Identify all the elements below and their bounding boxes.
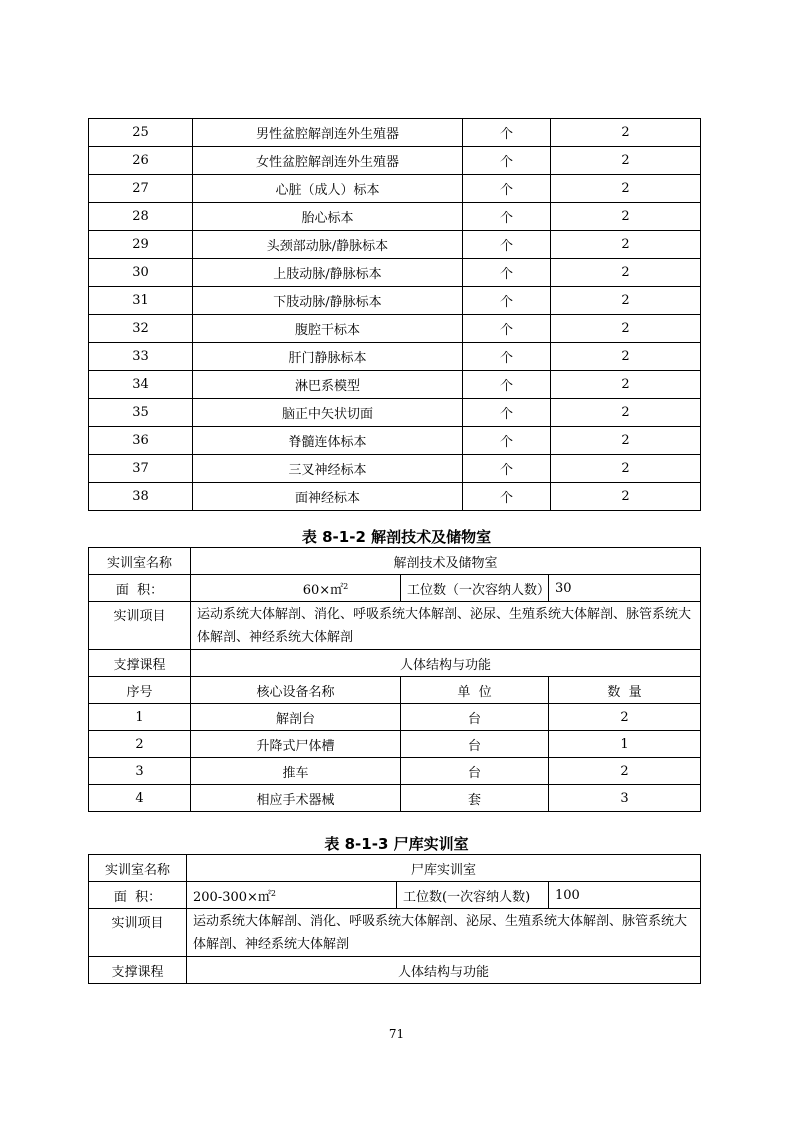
- row-number: 1: [89, 704, 191, 731]
- item-quantity: 2: [551, 147, 701, 175]
- item-quantity: 2: [551, 455, 701, 483]
- area-label-3: 面 积：: [89, 882, 187, 909]
- row-number: 34: [89, 371, 193, 399]
- table-row: [89, 259, 701, 287]
- item-name: 三叉神经标本: [193, 455, 463, 483]
- row-number: 3: [89, 758, 191, 785]
- area-value: 60×㎡$^2$: [191, 575, 401, 602]
- item-unit: 个: [463, 427, 551, 455]
- header-unit: 单 位: [401, 677, 549, 704]
- capacity-label: 工位数（一次容纳人数）: [401, 575, 549, 602]
- row-number: 35: [89, 399, 193, 427]
- row-number: 2: [89, 731, 191, 758]
- item-quantity: 2: [551, 203, 701, 231]
- item-quantity: 2: [551, 399, 701, 427]
- equipment-name: 解剖台: [191, 704, 401, 731]
- header-name: 核心设备名称: [191, 677, 401, 704]
- item-quantity: 2: [551, 315, 701, 343]
- row-number: 36: [89, 427, 193, 455]
- item-name: 胎心标本: [193, 203, 463, 231]
- table-row: [89, 427, 701, 455]
- row-number: 37: [89, 455, 193, 483]
- item-name: 男性盆腔解剖连外生殖器: [193, 119, 463, 147]
- equipment-unit: 套: [401, 785, 549, 812]
- area-label: 面 积：: [89, 575, 191, 602]
- item-name: 头颈部动脉/静脉标本: [193, 231, 463, 259]
- item-quantity: 2: [551, 175, 701, 203]
- item-quantity: 2: [551, 119, 701, 147]
- course-label: 支撑课程: [89, 650, 191, 677]
- project-label: 实训项目: [89, 602, 191, 650]
- equipment-unit: 台: [401, 704, 549, 731]
- item-unit: 个: [463, 203, 551, 231]
- item-unit: 个: [463, 399, 551, 427]
- table-8-1-2-caption: 表 8-1-2 解剖技术及储物室: [301, 528, 492, 546]
- item-name: 肝门静脉标本: [193, 343, 463, 371]
- row-number: 38: [89, 483, 193, 511]
- table-row: [89, 704, 701, 731]
- room-name-value-3: 尸库实训室: [187, 855, 701, 882]
- equipment-quantity: 2: [549, 758, 701, 785]
- item-unit: 个: [463, 231, 551, 259]
- item-unit: 个: [463, 371, 551, 399]
- item-quantity: 2: [551, 231, 701, 259]
- equipment-table-continued: [88, 118, 701, 511]
- item-unit: 个: [463, 147, 551, 175]
- project-value-3: 运动系统大体解剖、消化、呼吸系统大体解剖、泌尿、生殖系统大体解剖、脉管系统大体解剖、神经系统大体解剖: [187, 909, 701, 957]
- room-name-value: 解剖技术及储物室: [191, 548, 701, 575]
- item-name: 上肢动脉/静脉标本: [193, 259, 463, 287]
- equipment-name: 推车: [191, 758, 401, 785]
- item-name: 面神经标本: [193, 483, 463, 511]
- equipment-unit: 台: [401, 758, 549, 785]
- table-row: [89, 731, 701, 758]
- equipment-unit: 台: [401, 731, 549, 758]
- capacity-value: 30: [549, 575, 701, 602]
- equipment-quantity: 1: [549, 731, 701, 758]
- capacity-value-3: 100: [549, 882, 701, 909]
- dissection-room-table: [88, 547, 701, 812]
- item-quantity: 2: [551, 343, 701, 371]
- item-unit: 个: [463, 259, 551, 287]
- course-label-3: 支撑课程: [89, 957, 187, 984]
- room-name-label: 实训室名称: [89, 548, 191, 575]
- course-value: 人体结构与功能: [191, 650, 701, 677]
- item-unit: 个: [463, 483, 551, 511]
- item-quantity: 2: [551, 483, 701, 511]
- room-name-label-3: 实训室名称: [89, 855, 187, 882]
- table-row: [89, 315, 701, 343]
- item-quantity: 2: [551, 287, 701, 315]
- table-row: [89, 399, 701, 427]
- item-unit: 个: [463, 455, 551, 483]
- row-number: 30: [89, 259, 193, 287]
- item-unit: 个: [463, 343, 551, 371]
- row-number: 29: [89, 231, 193, 259]
- row-number: 26: [89, 147, 193, 175]
- table-row: [89, 287, 701, 315]
- table-8-1-3-caption: 表 8-1-3 尸库实训室: [324, 835, 469, 853]
- item-name: 腹腔干标本: [193, 315, 463, 343]
- item-quantity: 2: [551, 427, 701, 455]
- row-number: 31: [89, 287, 193, 315]
- project-label-3: 实训项目: [89, 909, 187, 957]
- item-unit: 个: [463, 175, 551, 203]
- equipment-quantity: 3: [549, 785, 701, 812]
- item-quantity: 2: [551, 371, 701, 399]
- table-row: [89, 785, 701, 812]
- table-row: [89, 231, 701, 259]
- row-number: 28: [89, 203, 193, 231]
- header-no: 序号: [89, 677, 191, 704]
- table-row: [89, 343, 701, 371]
- equipment-name: 升降式尸体槽: [191, 731, 401, 758]
- table-row: [89, 147, 701, 175]
- item-name: 女性盆腔解剖连外生殖器: [193, 147, 463, 175]
- row-number: 4: [89, 785, 191, 812]
- table-row: [89, 371, 701, 399]
- capacity-label-3: 工位数(一次容纳人数): [397, 882, 549, 909]
- row-number: 32: [89, 315, 193, 343]
- table-row: [89, 758, 701, 785]
- table-row: [89, 203, 701, 231]
- page-number: 71: [388, 1027, 405, 1041]
- item-name: 心脏（成人）标本: [193, 175, 463, 203]
- area-value-3: 200-300×㎡$^2$: [187, 882, 397, 909]
- project-value: 运动系统大体解剖、消化、呼吸系统大体解剖、泌尿、生殖系统大体解剖、脉管系统大体解剖、神经系统大体解剖: [191, 602, 701, 650]
- item-name: 下肢动脉/静脉标本: [193, 287, 463, 315]
- row-number: 33: [89, 343, 193, 371]
- row-number: 25: [89, 119, 193, 147]
- item-unit: 个: [463, 119, 551, 147]
- item-quantity: 2: [551, 259, 701, 287]
- item-name: 脊髓连体标本: [193, 427, 463, 455]
- equipment-name: 相应手术器械: [191, 785, 401, 812]
- header-qty: 数 量: [549, 677, 701, 704]
- row-number: 27: [89, 175, 193, 203]
- item-name: 淋巴系模型: [193, 371, 463, 399]
- table-row: [89, 483, 701, 511]
- item-unit: 个: [463, 315, 551, 343]
- table-row: [89, 455, 701, 483]
- item-name: 脑正中矢状切面: [193, 399, 463, 427]
- cadaver-room-table: [88, 854, 701, 984]
- table-row: [89, 175, 701, 203]
- table-row: [89, 119, 701, 147]
- item-unit: 个: [463, 287, 551, 315]
- course-value-3: 人体结构与功能: [187, 957, 701, 984]
- equipment-quantity: 2: [549, 704, 701, 731]
